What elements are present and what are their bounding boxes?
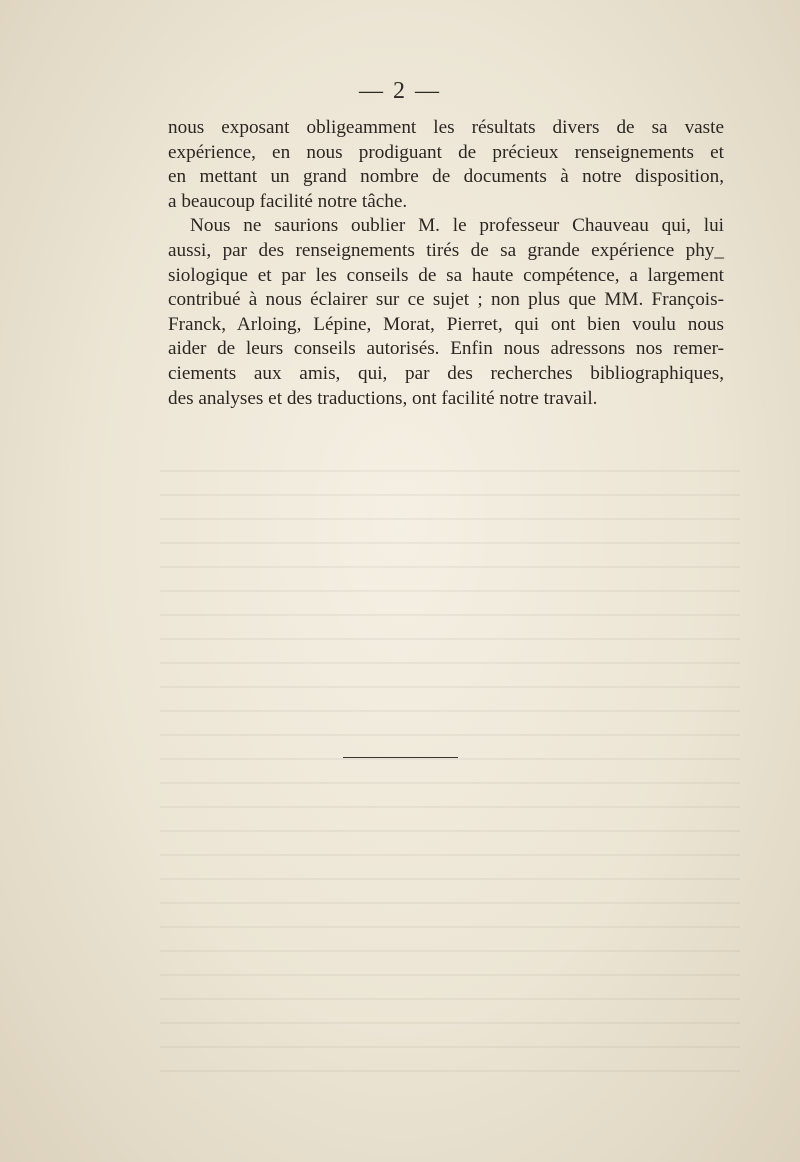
text-line: des analyses et des traductions, ont facilité notre travail. (168, 387, 598, 409)
text-line: Nous ne saurions oublier M. le professeur Chauveau qui, lui (190, 215, 724, 237)
text-line: siologique et par les conseils de sa haute compétence, a largement (168, 264, 724, 286)
page-number: — 2 — (359, 78, 441, 104)
body-text (168, 116, 724, 411)
text-line: aider de leurs conseils autorisés. Enfin nous adressons nos remer- (168, 338, 724, 360)
paragraph-2 (168, 214, 724, 411)
paragraph-1 (168, 116, 724, 214)
text-line: en mettant un grand nombre de documents à notre disposition, (168, 166, 724, 188)
show-through-texture (160, 470, 740, 1090)
text-line: nous exposant obligeamment les résultats divers de sa vaste (168, 117, 724, 138)
text-line: ciements aux amis, qui, par des recherches bibliographiques, (168, 362, 724, 384)
text-line: a beaucoup facilité notre tâche. (168, 190, 408, 212)
text-line: Franck, Arloing, Lépine, Morat, Pierret, qui ont bien voulu nous (168, 313, 724, 335)
text-line: aussi, par des renseignements tirés de sa grande expérience phy_ (168, 239, 724, 261)
text-line: contribué à nous éclairer sur ce sujet ; non plus que MM. François- (168, 289, 724, 311)
separator-rule (343, 757, 458, 758)
text-line: expérience, en nous prodiguant de précieux renseignements et (168, 141, 724, 163)
